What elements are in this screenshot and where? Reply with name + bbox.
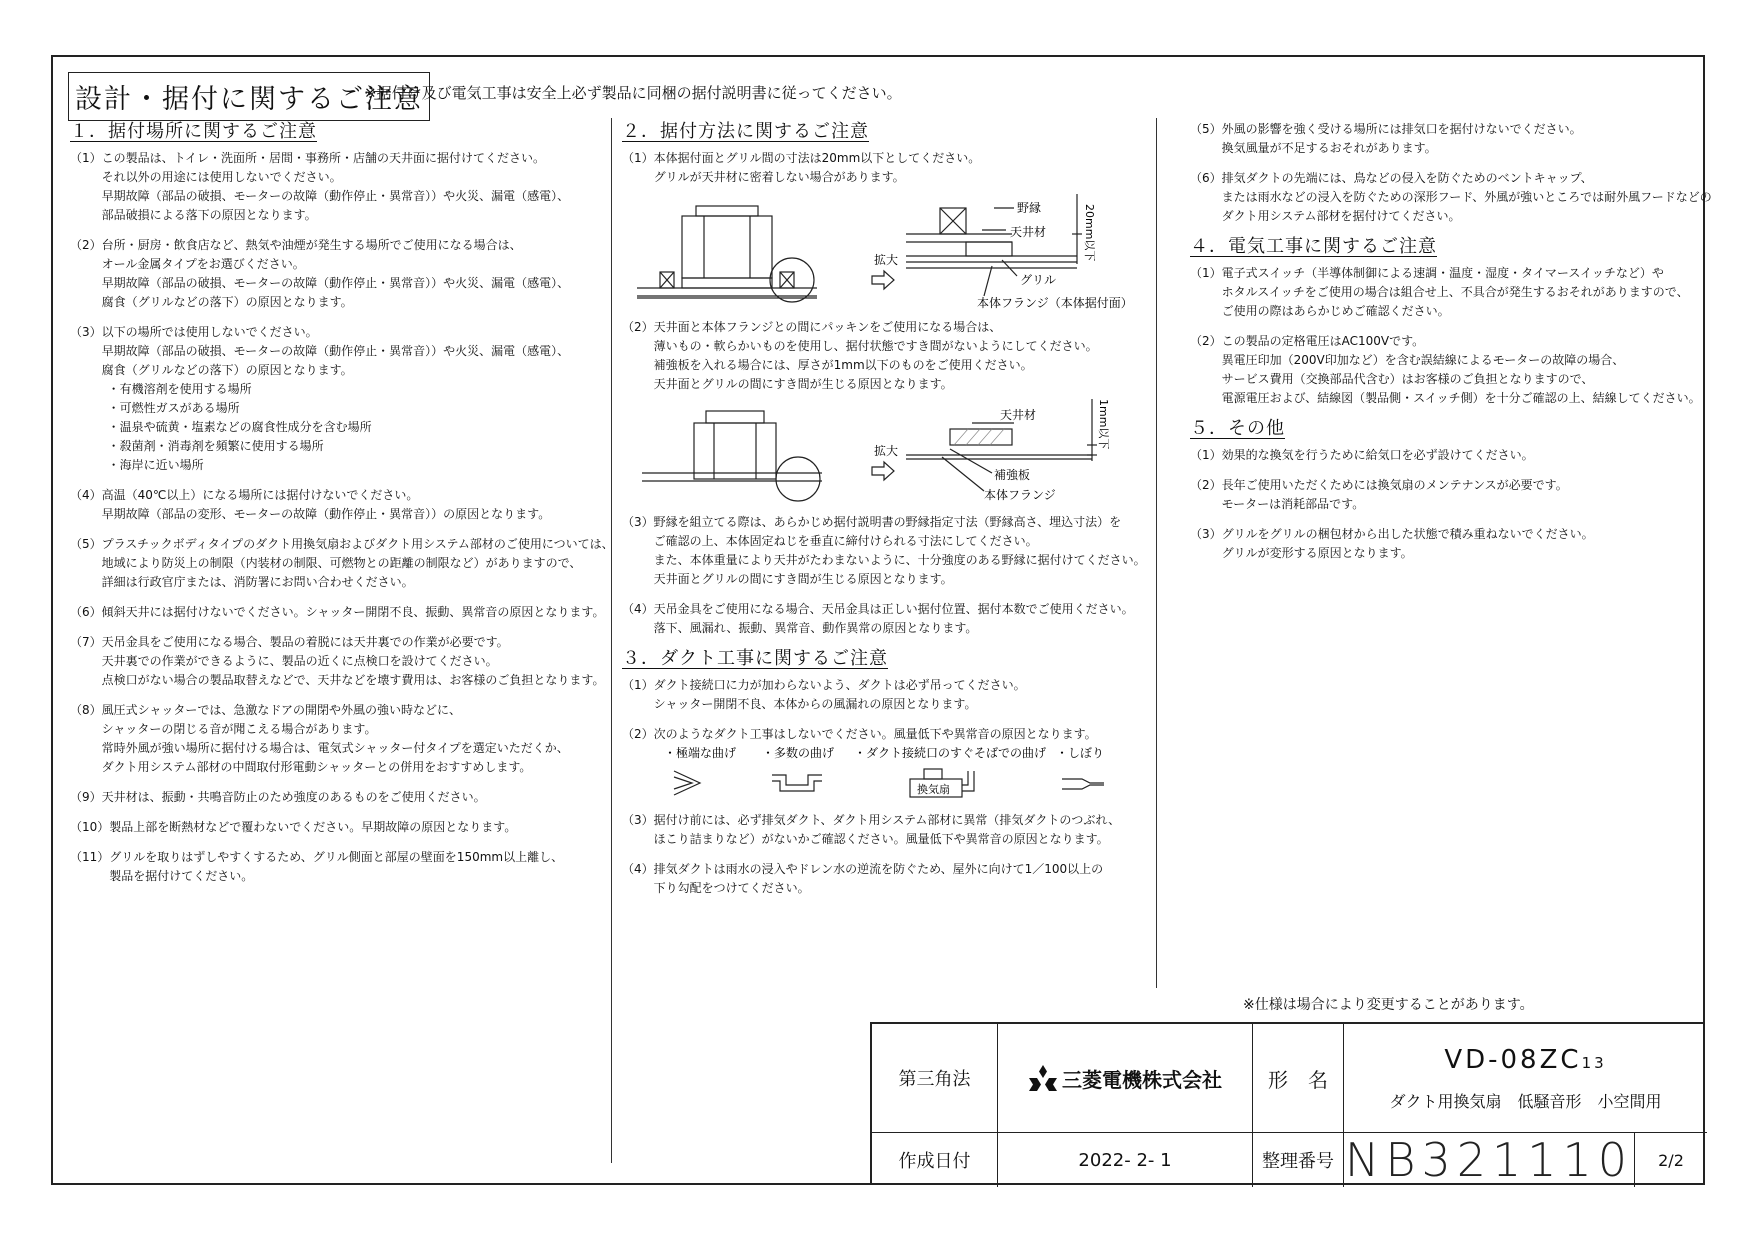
installation-figure-1 bbox=[622, 194, 1142, 312]
section-heading-2: ２．据付方法に関するご注意 bbox=[622, 121, 869, 142]
item-line: 腐食（グリルなどの落下）の原因となります。 bbox=[101, 363, 353, 377]
item-line: 天井面とグリルの間にすき間が生じる原因となります。 bbox=[653, 377, 953, 391]
list-item bbox=[622, 811, 1152, 849]
duct-label-sharp: ・極端な曲げ bbox=[664, 746, 737, 760]
col2-duct-item-3 bbox=[622, 811, 1152, 849]
item-line: 電源電圧および、結線図（製品側・スイッチ側）を十分ご確認の上、結線してください。 bbox=[1221, 391, 1701, 405]
model-description: ダクト用換気扇 低騒音形 小空間用 bbox=[1389, 1091, 1662, 1111]
item-body bbox=[1222, 169, 1712, 226]
col2-duct-item-2 bbox=[622, 725, 1152, 744]
section-heading-5: ５．その他 bbox=[1190, 418, 1285, 439]
bullet-list bbox=[108, 380, 605, 475]
list-item bbox=[1190, 332, 1701, 408]
item-body bbox=[654, 811, 1152, 849]
item-body bbox=[102, 633, 605, 690]
item-line: 異電圧印加（200V印加など）を含む誤結線によるモーターの故障の場合、 bbox=[1221, 353, 1625, 367]
item-line: 補強板を入れる場合には、厚さが1mm以下のものをご使用ください。 bbox=[653, 358, 1033, 372]
column-divider-2 bbox=[1156, 118, 1157, 988]
company-name: 三菱電機株式会社 bbox=[1062, 1067, 1222, 1092]
list-item bbox=[1190, 264, 1690, 321]
item-body bbox=[654, 725, 1152, 744]
fig1-grill-label: グリル bbox=[1020, 273, 1057, 287]
fig1-flange-label: 本体フランジ（本体据付面） bbox=[977, 296, 1133, 310]
bullet-item: ・海岸に近い場所 bbox=[107, 458, 204, 472]
fig2-tenjo-label: 天井材 bbox=[1000, 408, 1037, 422]
item-body bbox=[102, 603, 605, 622]
item-number: （2） bbox=[1190, 478, 1222, 492]
item-line: 製品上部を断熱材などで覆わないでください。早期故障の原因となります。 bbox=[109, 820, 517, 834]
item-line: 据付け前には、必ず排気ダクト、ダクト用システム部材に異常（排気ダクトのつぶれ、 bbox=[653, 813, 1121, 827]
duct-examples-figure bbox=[622, 745, 1142, 803]
list-item bbox=[1190, 169, 1712, 226]
list-item bbox=[70, 535, 614, 592]
item-line: 早期故障（部品の破損、モーターの故障（動作停止・異常音））や火災、漏電（感電）、 bbox=[101, 344, 570, 358]
item-body bbox=[1222, 446, 1690, 465]
item-number: （4） bbox=[622, 862, 654, 876]
item-number: （2） bbox=[622, 320, 654, 334]
list-item bbox=[622, 725, 1152, 744]
mitsubishi-logo-icon bbox=[1028, 1065, 1058, 1091]
item-line: 常時外風が強い場所に据付ける場合は、電気式シャッター付タイプを選定いただくか、 bbox=[101, 741, 569, 755]
section-heading-3: ３．ダクト工事に関するご注意 bbox=[622, 648, 888, 669]
item-body bbox=[102, 788, 605, 807]
fig2-flange-label: 本体フランジ bbox=[984, 488, 1056, 502]
item-line: 製品を据付けてください。 bbox=[109, 869, 254, 883]
title-block bbox=[870, 1022, 1705, 1185]
fig1-kakudai-label: 拡大 bbox=[874, 253, 899, 267]
item-line: オール金属タイプをお選びください。 bbox=[101, 257, 305, 271]
list-item bbox=[1190, 476, 1690, 514]
list-item bbox=[622, 513, 1152, 589]
list-item bbox=[70, 633, 605, 690]
item-line: 台所・厨房・飲食店など、熱気や油煙が発生する場所でご使用になる場合は、 bbox=[101, 238, 522, 252]
item-number: （7） bbox=[70, 635, 102, 649]
item-line: 外風の影響を強く受ける場所には排気口を据付けないでください。 bbox=[1221, 122, 1582, 136]
item-number: （3） bbox=[70, 325, 102, 339]
item-line: 天井面とグリルの間にすき間が生じる原因となります。 bbox=[653, 572, 953, 586]
item-line: 薄いもの・軟らかいものを使用し、据付状態ですき間がないようにしてください。 bbox=[653, 339, 1098, 353]
item-line: グリルが変形する原因となります。 bbox=[1221, 546, 1413, 560]
item-number: （8） bbox=[70, 703, 102, 717]
item-line: 排気ダクトは雨水の浸入やドレン水の逆流を防ぐため、屋外に向けて1／100以上の bbox=[653, 862, 1104, 876]
col3-item-list-top bbox=[1190, 120, 1712, 226]
installation-figure-2 bbox=[622, 399, 1142, 507]
item-body bbox=[102, 236, 605, 312]
item-line: または雨水などの浸入を防ぐための深形フード、外風が強いところでは耐外風フードなどの bbox=[1221, 190, 1712, 204]
item-body bbox=[654, 600, 1152, 638]
model-main: VD-08ZC bbox=[1444, 1044, 1582, 1075]
bullet-item: ・殺菌剤・消毒剤を頻繁に使用する場所 bbox=[107, 439, 324, 453]
item-line: 地域により防災上の制限（内装材の制限、可燃物との距離の制限など）がありますので、 bbox=[101, 556, 582, 570]
date-cell: 2022- 2- 1 bbox=[998, 1133, 1253, 1187]
item-line: この製品の定格電圧はAC100Vです。 bbox=[1221, 334, 1425, 348]
item-line: シャッターの閉じる音が聞こえる場合があります。 bbox=[101, 722, 377, 736]
bullet-item: ・有機溶剤を使用する場所 bbox=[107, 382, 252, 396]
item-body bbox=[1222, 120, 1690, 158]
item-number: （4） bbox=[70, 488, 102, 502]
item-number: （1） bbox=[70, 151, 102, 165]
item-line: この製品は、トイレ・洗面所・居間・事務所・店舗の天井面に据付けてください。 bbox=[101, 151, 546, 165]
model-cell bbox=[1344, 1024, 1707, 1133]
item-number: （3） bbox=[1190, 527, 1222, 541]
list-item bbox=[70, 149, 605, 225]
item-number: （6） bbox=[1190, 171, 1222, 185]
item-line: 落下、風漏れ、振動、異常音、動作異常の原因となります。 bbox=[653, 621, 978, 635]
ref-number-cell: NB321110 bbox=[1344, 1133, 1634, 1187]
item-body bbox=[102, 535, 614, 592]
item-body bbox=[102, 323, 605, 475]
list-item bbox=[70, 486, 605, 524]
list-item bbox=[1190, 120, 1690, 158]
column-2 bbox=[622, 122, 1152, 909]
item-number: （5） bbox=[1190, 122, 1222, 136]
col2-duct-item-4 bbox=[622, 860, 1152, 898]
duct-label-squeeze: ・しぼり bbox=[1056, 746, 1105, 760]
item-body bbox=[1222, 332, 1701, 408]
list-item bbox=[622, 676, 1152, 714]
item-body bbox=[102, 701, 605, 777]
bullet-item: ・可燃性ガスがある場所 bbox=[107, 401, 240, 415]
item-number: （2） bbox=[622, 727, 654, 741]
item-line: 効果的な換気を行うために給気口を必ず設けてください。 bbox=[1221, 448, 1534, 462]
duct-box-label: 換気扇 bbox=[917, 783, 950, 796]
col2-item-4 bbox=[622, 600, 1152, 638]
item-line: 本体据付面とグリル間の寸法は20mm以下としてください。 bbox=[653, 151, 981, 165]
item-line: グリルをグリルの梱包材から出した状態で積み重ねないでください。 bbox=[1221, 527, 1594, 541]
item-line: 天吊金具をご使用になる場合、製品の着脱には天井裏での作業が必要です。 bbox=[101, 635, 509, 649]
item-number: （1） bbox=[1190, 266, 1222, 280]
list-item bbox=[70, 236, 605, 312]
column-1 bbox=[70, 121, 614, 897]
col3-item-list-4 bbox=[1190, 264, 1701, 408]
item-line: ダクト用システム部材を据付けてください。 bbox=[1221, 209, 1461, 223]
item-line: ご使用の際はあらかじめご確認ください。 bbox=[1221, 304, 1450, 318]
duct-label-multiple: ・多数の曲げ bbox=[762, 746, 835, 760]
fig1-dim-label: 20mm以下 bbox=[1083, 204, 1096, 262]
item-body bbox=[102, 486, 605, 524]
item-line: 天井裏での作業ができるように、製品の近くに点検口を設けてください。 bbox=[101, 654, 498, 668]
col2-item-2 bbox=[622, 318, 1152, 394]
list-item bbox=[1190, 525, 1690, 563]
list-item bbox=[622, 600, 1152, 638]
list-item bbox=[622, 149, 1152, 187]
list-item bbox=[70, 701, 605, 777]
fig2-dim-label: 1mm以下 bbox=[1097, 399, 1110, 450]
item-line: それ以外の用途には使用しないでください。 bbox=[101, 170, 342, 184]
item-line: 野縁を組立てる際は、あらかじめ据付説明書の野縁指定寸法（野縁高さ、埋込寸法）を bbox=[653, 515, 1122, 529]
fig1-tenjo-label: 天井材 bbox=[1010, 225, 1047, 239]
item-line: シャッター開閉不良、本体からの風漏れの原因となります。 bbox=[653, 697, 977, 711]
projection-cell: 第三角法 bbox=[872, 1024, 998, 1133]
item-line: グリルが天井材に密着しない場合があります。 bbox=[653, 170, 905, 184]
ref-label-cell: 整理番号 bbox=[1253, 1133, 1344, 1187]
item-line: ダクト接続口に力が加わらないよう、ダクトは必ず吊ってください。 bbox=[653, 678, 1026, 692]
item-number: （3） bbox=[622, 813, 654, 827]
item-line: 次のようなダクト工事はしないでください。風量低下や異常音の原因となります。 bbox=[653, 727, 1097, 741]
spec-note: ※仕様は場合により変更することがあります。 bbox=[1243, 997, 1534, 1013]
item-body bbox=[1222, 476, 1690, 514]
item-line: サービス費用（交換部品代含む）はお客様のご負担となりますので、 bbox=[1221, 372, 1594, 386]
item-line: 天井面と本体フランジとの間にパッキンをご使用になる場合は、 bbox=[653, 320, 1002, 334]
item-line: 排気ダクトの先端には、鳥などの侵入を防ぐためのベントキャップ、 bbox=[1221, 171, 1593, 185]
item-line: ホタルスイッチをご使用の場合は組合せ上、不具合が発生するおそれがありますので、 bbox=[1221, 285, 1689, 299]
item-line: 長年ご使用いただくためには換気扇のメンテナンスが必要です。 bbox=[1221, 478, 1568, 492]
list-item bbox=[70, 603, 605, 622]
item-line: 天吊金具をご使用になる場合、天吊金具は正しい据付位置、据付本数でご使用ください。 bbox=[653, 602, 1134, 616]
item-line: 早期故障（部品の変形、モーターの故障（動作停止・異常音））の原因となります。 bbox=[101, 507, 551, 521]
item-body bbox=[102, 149, 605, 225]
item-number: （11） bbox=[70, 850, 110, 864]
list-item bbox=[1190, 446, 1690, 465]
fig2-kakudai-label: 拡大 bbox=[874, 444, 899, 458]
column-divider-1 bbox=[611, 118, 612, 1163]
section-heading-1: １．据付場所に関するご注意 bbox=[70, 121, 317, 142]
item-body bbox=[654, 513, 1152, 589]
item-line: 風圧式シャッターでは、急激なドアの開閉や外風の強い時などに、 bbox=[101, 703, 462, 717]
item-body bbox=[654, 318, 1152, 394]
item-line: 電子式スイッチ（半導体制御による速調・温度・湿度・タイマースイッチなど）や bbox=[1221, 266, 1664, 280]
item-line: グリルを取りはずしやすくするため、グリル側面と部屋の壁面を150mm以上離し、 bbox=[109, 850, 564, 864]
item-number: （1） bbox=[622, 151, 654, 165]
item-line: 天井材は、振動・共鳴音防止のため強度のあるものをご使用ください。 bbox=[101, 790, 486, 804]
item-number: （2） bbox=[70, 238, 102, 252]
item-number: （1） bbox=[1190, 448, 1222, 462]
col3-item-list-5 bbox=[1190, 446, 1690, 563]
item-line: プラスチックボディタイプのダクト用換気扇およびダクト用システム部材のご使用については、 bbox=[101, 537, 614, 551]
item-line: モーターは消耗部品です。 bbox=[1221, 497, 1365, 511]
col2-duct-item-1 bbox=[622, 676, 1152, 714]
item-line: また、本体重量により天井がたわまないように、十分強度のある野縁に据付けてください。 bbox=[653, 553, 1146, 567]
company-cell bbox=[998, 1024, 1253, 1133]
duct-label-near: ・ダクト接続口のすぐそばでの曲げ bbox=[854, 746, 1047, 760]
column-3 bbox=[1190, 120, 1712, 574]
item-body bbox=[109, 818, 605, 837]
page-title: 設計・据付に関するご注意 bbox=[68, 72, 430, 121]
item-line: 下り勾配をつけてください。 bbox=[653, 881, 810, 895]
item-body bbox=[654, 149, 1152, 187]
page-number-cell: 2/2 bbox=[1658, 1150, 1684, 1170]
item-line: 以下の場所では使用しないでください。 bbox=[101, 325, 318, 339]
item-body bbox=[1222, 525, 1690, 563]
fig1-noen-label: 野縁 bbox=[1017, 201, 1042, 215]
item-number: （3） bbox=[622, 515, 654, 529]
model-label-cell: 形 名 bbox=[1253, 1024, 1344, 1133]
item-line: 換気風量が不足するおそれがあります。 bbox=[1221, 141, 1437, 155]
item-number: （4） bbox=[622, 602, 654, 616]
list-item bbox=[70, 848, 605, 886]
item-number: （2） bbox=[1190, 334, 1222, 348]
col1-item-list bbox=[70, 149, 614, 886]
item-number: （5） bbox=[70, 537, 102, 551]
model-number bbox=[1444, 1045, 1606, 1075]
item-line: 詳細は行政官庁または、消防署にお問い合わせください。 bbox=[101, 575, 414, 589]
item-line: 部品破損による落下の原因となります。 bbox=[101, 208, 317, 222]
list-item bbox=[70, 323, 605, 475]
section-heading-4: ４．電気工事に関するご注意 bbox=[1190, 236, 1437, 257]
item-number: （6） bbox=[70, 605, 102, 619]
bullet-item: ・温泉や硫黄・塩素などの腐食性成分を含む場所 bbox=[107, 420, 372, 434]
item-body bbox=[654, 676, 1152, 714]
item-line: ほこり詰まりなど）がないかご確認ください。風量低下や異常音の原因となります。 bbox=[653, 832, 1109, 846]
item-line: 腐食（グリルなどの落下）の原因となります。 bbox=[101, 295, 353, 309]
item-body bbox=[654, 860, 1152, 898]
list-item bbox=[70, 818, 605, 837]
item-line: 早期故障（部品の破損、モーターの故障（動作停止・異常音））や火災、漏電（感電）、 bbox=[101, 189, 570, 203]
date-label-cell: 作成日付 bbox=[872, 1133, 998, 1187]
item-number: （1） bbox=[622, 678, 654, 692]
item-line: 早期故障（部品の破損、モーターの故障（動作停止・異常音））や火災、漏電（感電）、 bbox=[101, 276, 570, 290]
model-sub: 13 bbox=[1581, 1053, 1607, 1072]
col2-item-3 bbox=[622, 513, 1152, 589]
header-note: ※据付け及び電気工事は安全上必ず製品に同梱の据付説明書に従ってください。 bbox=[364, 84, 902, 102]
list-item bbox=[70, 788, 605, 807]
item-line: 点検口がない場合の製品取替えなどで、天井などを壊す費用は、お客様のご負担となります。 bbox=[101, 673, 605, 687]
item-number: （9） bbox=[70, 790, 102, 804]
list-item bbox=[622, 860, 1152, 898]
fig2-hokyo-label: 補強板 bbox=[994, 468, 1031, 482]
item-body bbox=[1222, 264, 1690, 321]
item-body bbox=[109, 848, 605, 886]
item-line: ダクト用システム部材の中間取付形電動シャッターとの併用をおすすめします。 bbox=[101, 760, 532, 774]
col2-item-1 bbox=[622, 149, 1152, 187]
item-line: 傾斜天井には据付けないでください。シャッター開閉不良、振動、異常音の原因となります。 bbox=[101, 605, 605, 619]
item-number: （10） bbox=[70, 820, 110, 834]
item-line: ご確認の上、本体固定ねじを垂直に締付けられる寸法にしてください。 bbox=[653, 534, 1038, 548]
item-line: 高温（40℃以上）になる場所には据付けないでください。 bbox=[101, 488, 419, 502]
list-item bbox=[622, 318, 1152, 394]
